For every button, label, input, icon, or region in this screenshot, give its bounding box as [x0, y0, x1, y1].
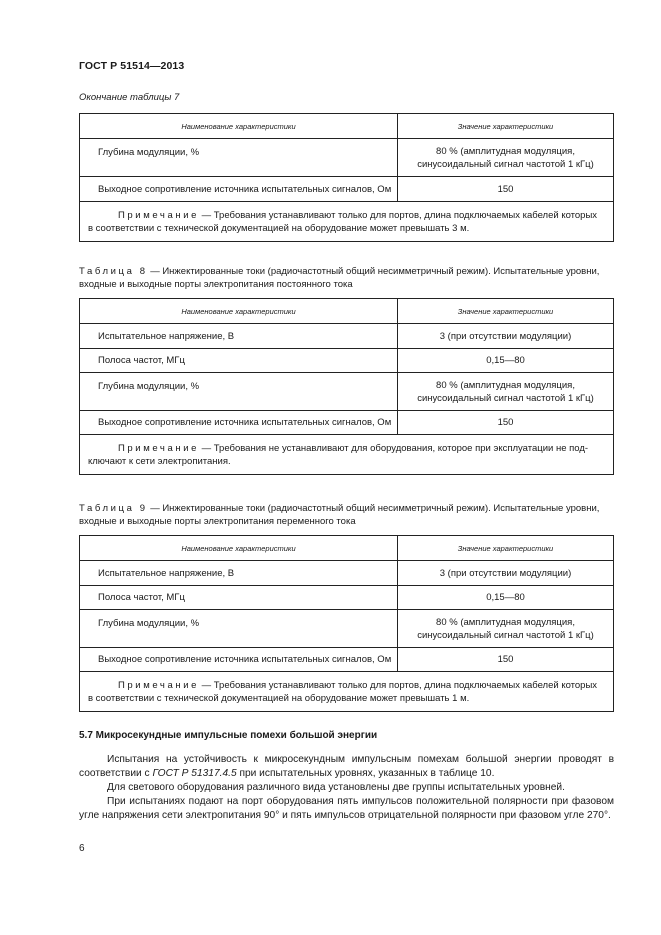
note-label: Примечание — [118, 679, 199, 691]
note-text-continued: ключают к сети электропитания. — [88, 455, 231, 467]
row-name: Полоса частот, МГц — [80, 586, 398, 610]
row-value: 150 — [398, 411, 614, 435]
note-text-continued: в соответствии с технической документацией на оборудование может превышать 3 м. — [88, 222, 470, 234]
row-name: Глубина модуляции, % — [80, 610, 398, 648]
table-note-row — [80, 672, 614, 712]
table-row — [80, 373, 614, 411]
section-title: 5.7 Микросекундные импульсные помехи большой энергии — [79, 730, 378, 741]
note-text: — Требования устанавливают только для портов, длина подключаемых кабелей которых — [199, 679, 598, 691]
row-value: 0,15—80 — [398, 349, 614, 373]
note-text: — Требования не устанавливают для оборудования, которое при эксплуатации не под- — [199, 442, 589, 454]
paragraph-text: при испытательных уровнях, указанных в таблице 10. — [236, 768, 495, 780]
column-header-name: Наименование характеристики — [80, 536, 398, 561]
row-value: 3 (при отсутствии модуляции) — [398, 324, 614, 349]
column-header-name: Наименование характеристики — [80, 114, 398, 139]
standard-reference: ГОСТ Р 51317.4.5 — [152, 768, 237, 780]
table-note — [80, 672, 614, 712]
table9 — [79, 535, 614, 712]
row-name: Испытательное напряжение, В — [80, 324, 398, 349]
value-line: 80 % (амплитудная модуляция, — [436, 616, 575, 628]
caption-text-continued: входные и выходные порты электропитания постоянного тока — [79, 279, 353, 290]
value-line: синусоидальный сигнал частотой 1 кГц) — [417, 158, 594, 170]
table-row — [80, 610, 614, 648]
table8 — [79, 298, 614, 475]
table-note-row — [80, 202, 614, 242]
table-note — [80, 202, 614, 242]
caption-text: — Инжектированные токи (радиочастотный общий несимметричный режим). Испытательные уровни, — [147, 503, 600, 514]
note-label: Примечание — [118, 209, 199, 221]
row-name: Выходное сопротивление источника испытательных сигналов, Ом — [80, 411, 398, 435]
column-header-value: Значение характеристики — [398, 299, 614, 324]
row-name: Глубина модуляции, % — [80, 139, 398, 177]
page-number: 6 — [79, 843, 85, 854]
table7 — [79, 113, 614, 242]
row-name: Выходное сопротивление источника испытательных сигналов, Ом — [80, 648, 398, 672]
column-header-name: Наименование характеристики — [80, 299, 398, 324]
table9-caption — [79, 502, 613, 528]
paragraph — [79, 795, 614, 823]
table-note — [80, 435, 614, 475]
caption-label: Таблица 9 — [79, 503, 148, 514]
table-row — [80, 139, 614, 177]
table-row — [80, 648, 614, 672]
table-row — [80, 177, 614, 202]
caption-text-continued: входные и выходные порты электропитания переменного тока — [79, 516, 356, 527]
caption-label: Таблица 8 — [79, 266, 148, 277]
table-note-row — [80, 435, 614, 475]
row-name: Глубина модуляции, % — [80, 373, 398, 411]
row-value: 150 — [398, 648, 614, 672]
row-name: Испытательное напряжение, В — [80, 561, 398, 586]
note-label: Примечание — [118, 442, 199, 454]
row-value: 150 — [398, 177, 614, 202]
table-row — [80, 586, 614, 610]
column-header-value: Значение характеристики — [398, 114, 614, 139]
row-value — [398, 373, 614, 411]
note-text: — Требования устанавливают только для портов, длина подключаемых кабелей которых — [199, 209, 598, 221]
column-header-value: Значение характеристики — [398, 536, 614, 561]
paragraph-text: При испытаниях подают на порт оборудования пять импульсов положительной полярности при фазовом угле напряжения сети электропитания 90° и пять импульсов отрицательной полярности при фазовом угле 270°. — [79, 796, 614, 822]
paragraph — [79, 753, 614, 781]
value-line: 80 % (амплитудная модуляция, — [436, 145, 575, 157]
row-name: Полоса частот, МГц — [80, 349, 398, 373]
row-name: Выходное сопротивление источника испытательных сигналов, Ом — [80, 177, 398, 202]
value-line: синусоидальный сигнал частотой 1 кГц) — [417, 392, 594, 404]
row-value: 0,15—80 — [398, 586, 614, 610]
paragraph-text: Испытания на устойчивость к микросекундным импульсным помехам большой энергии проводят в соответствии с — [79, 754, 614, 780]
table-header-row — [80, 114, 614, 139]
table-header-row — [80, 299, 614, 324]
table-row — [80, 349, 614, 373]
caption-text: — Инжектированные токи (радиочастотный общий несимметричный режим). Испытательные уровни, — [147, 266, 600, 277]
table-row — [80, 561, 614, 586]
note-text-continued: в соответствии с технической документацией на оборудование может превышать 1 м. — [88, 692, 470, 704]
table-row — [80, 411, 614, 435]
table-row — [80, 324, 614, 349]
paragraph-text: Для светового оборудования различного вида установлены две группы испытательных уровней. — [107, 782, 565, 793]
row-value — [398, 139, 614, 177]
paragraph — [79, 781, 614, 795]
table8-caption — [79, 265, 613, 291]
document-header: ГОСТ Р 51514—2013 — [79, 60, 185, 72]
row-value — [398, 610, 614, 648]
table-header-row — [80, 536, 614, 561]
value-line: синусоидальный сигнал частотой 1 кГц) — [417, 629, 594, 641]
value-line: 80 % (амплитудная модуляция, — [436, 379, 575, 391]
table7-continuation-caption: Окончание таблицы 7 — [79, 92, 180, 103]
row-value: 3 (при отсутствии модуляции) — [398, 561, 614, 586]
